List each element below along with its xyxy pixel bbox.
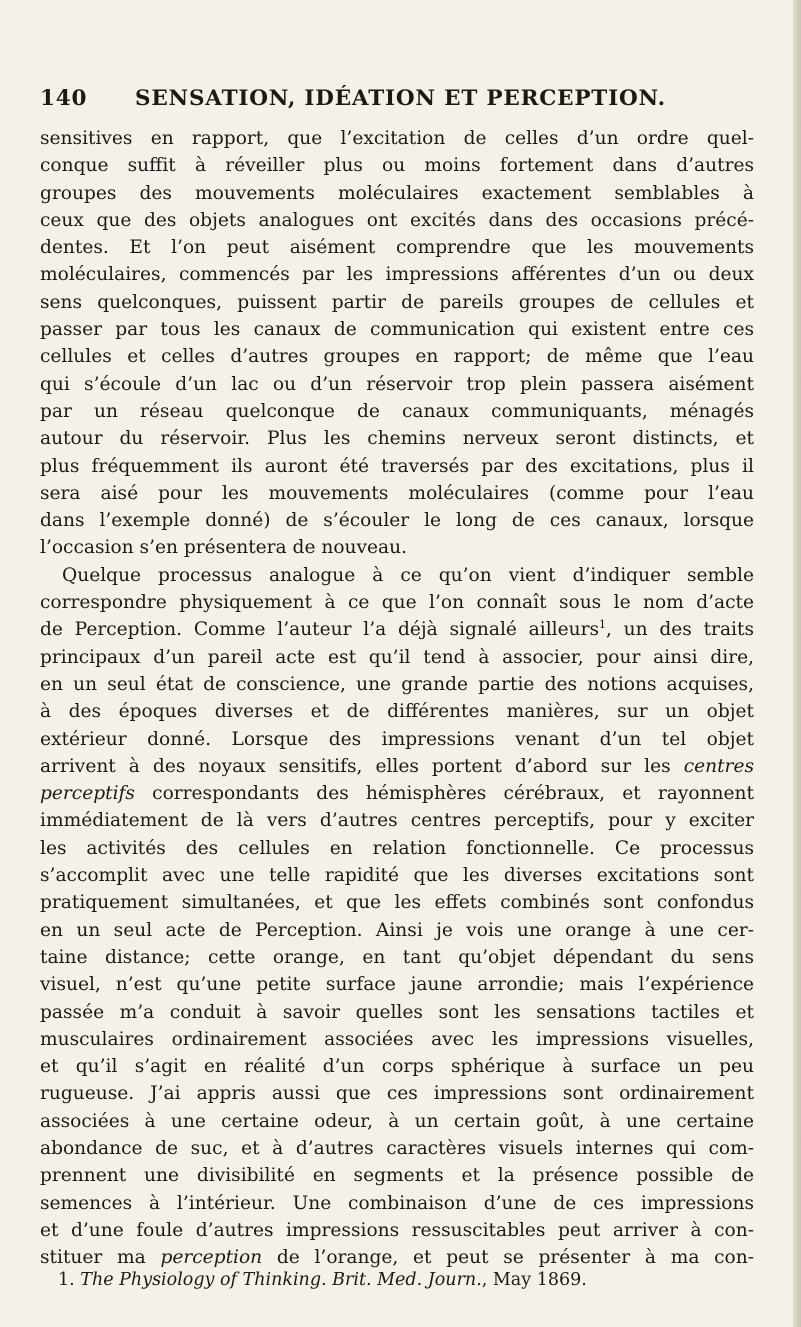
- text-line: taine distance; cette orange, en tant qu’objet dépendant du sens: [40, 946, 754, 968]
- text-line: groupes des mouvements moléculaires exactement semblables à: [40, 182, 754, 204]
- text-line: principaux d’un pareil acte est qu’il tend à associer, pour ainsi dire,: [40, 646, 754, 668]
- page-number: 140: [40, 86, 88, 111]
- text-line: semences à l’intérieur. Une combinaison d’une de ces impressions: [40, 1192, 754, 1214]
- page-header: [40, 86, 760, 116]
- text-line: ceux que des objets analogues ont excités dans des occasions précé-: [40, 209, 754, 231]
- text-line: correspondre physiquement à ce que l’on connaît sous le nom d’acte: [40, 592, 754, 614]
- footnote-marker: 1.: [58, 1270, 75, 1290]
- text-line: et qu’il s’agit en réalité d’un corps sphérique à surface un peu: [40, 1056, 754, 1078]
- text-line: moléculaires, commencés par les impressions afférentes d’un ou deux: [40, 264, 754, 286]
- text-segment: , un des traits: [606, 619, 754, 641]
- italic-term: perceptifs: [40, 783, 135, 805]
- text-line-with-italic: [40, 780, 754, 807]
- text-line: en un seul état de conscience, une grande partie des notions acquises,: [40, 673, 754, 695]
- text-line: extérieur donné. Lorsque des impressions venant d’un tel objet: [40, 728, 754, 750]
- text-line: qui s’écoule d’un lac ou d’un réservoir trop plein passera aisément: [40, 373, 754, 395]
- text-line: dans l’exemple donné) de s’écouler le long de ces canaux, lorsque: [40, 510, 754, 532]
- text-line: sens quelconques, puissent partir de pareils groupes de cellules et: [40, 291, 754, 313]
- text-line: associées à une certaine odeur, à un certain goût, à une certaine: [40, 1110, 754, 1132]
- text-line: plus fréquemment ils auront été traversés par des excitations, plus il: [40, 455, 754, 477]
- text-line: dentes. Et l’on peut aisément comprendre que les mouvements: [40, 237, 754, 259]
- footnote-citation: The Physiology of Thinking. Brit. Med. Journ.: [80, 1270, 482, 1290]
- italic-term: perception: [160, 1247, 263, 1269]
- text-segment: correspondants des hémisphères cérébraux, et rayonnent: [152, 783, 754, 805]
- footnote: [58, 1268, 738, 1292]
- text-line: musculaires ordinairement associées avec les impressions visuelles,: [40, 1028, 754, 1050]
- text-line: l’occasion s’en présentera de nouveau.: [40, 537, 407, 559]
- text-line: abondance de suc, et à d’autres caractères visuels internes qui com-: [40, 1137, 754, 1159]
- text-line: conque suffit à réveiller plus ou moins fortement dans d’autres: [40, 155, 754, 177]
- footnote-reference: 1: [599, 618, 606, 632]
- page-edge-shadow: [793, 0, 801, 1327]
- text-line: et d’une foule d’autres impressions ressuscitables peut arriver à con-: [40, 1219, 754, 1241]
- text-line: sensitives en rapport, que l’excitation de celles d’un ordre quel-: [40, 128, 754, 149]
- text-line: sera aisé pour les mouvements moléculaires (comme pour l’eau: [40, 482, 754, 504]
- text-line: visuel, n’est qu’une petite surface jaune arrondie; mais l’expérience: [40, 974, 754, 996]
- text-line: à des époques diverses et de différentes manières, sur un objet: [40, 701, 754, 723]
- italic-term: centres: [683, 755, 754, 777]
- text-line: s’accomplit avec une telle rapidité que les diverses excitations sont: [40, 865, 754, 887]
- text-line: passée m’a conduit à savoir quelles sont les sensations tactiles et: [40, 1001, 754, 1023]
- running-title: SENSATION, IDÉATION ET PERCEPTION.: [135, 86, 666, 111]
- text-line: passer par tous les canaux de communication qui existent entre ces: [40, 319, 754, 341]
- text-line: autour du réservoir. Plus les chemins nerveux seront distincts, et: [40, 428, 754, 450]
- text-line: rugueuse. J’ai appris aussi que ces impressions sont ordinairement: [40, 1083, 754, 1105]
- text-line: les activités des cellules en relation fonctionnelle. Ce processus: [40, 837, 754, 859]
- text-segment: arrivent à des noyaux sensitifs, elles portent d’abord sur les: [40, 755, 671, 777]
- text-line: immédiatement de là vers d’autres centres perceptifs, pour y exciter: [40, 810, 754, 832]
- footnote-date: , May 1869.: [481, 1270, 587, 1290]
- text-line: en un seul acte de Perception. Ainsi je vois une orange à une cer-: [40, 919, 754, 941]
- text-line: prennent une divisibilité en segments et la présence possible de: [40, 1165, 754, 1187]
- text-line: cellules et celles d’autres groupes en rapport; de même que l’eau: [40, 346, 754, 368]
- text-line: pratiquement simultanées, et que les effets combinés sont confondus: [40, 892, 754, 914]
- text-segment: de l’orange, et peut se présenter à ma con-: [276, 1247, 754, 1269]
- text-line: par un réseau quelconque de canaux communiquants, ménagés: [40, 400, 754, 422]
- text-line: Quelque processus analogue à ce qu’on vient d’indiquer semble: [62, 564, 754, 586]
- body-text: [40, 125, 754, 1271]
- text-segment: stituer ma: [40, 1247, 146, 1269]
- text-line-with-italic: [40, 753, 754, 780]
- text-line-with-footnote-ref: [40, 616, 754, 643]
- text-segment: de Perception. Comme l’auteur l’a déjà signalé ailleurs: [40, 619, 599, 641]
